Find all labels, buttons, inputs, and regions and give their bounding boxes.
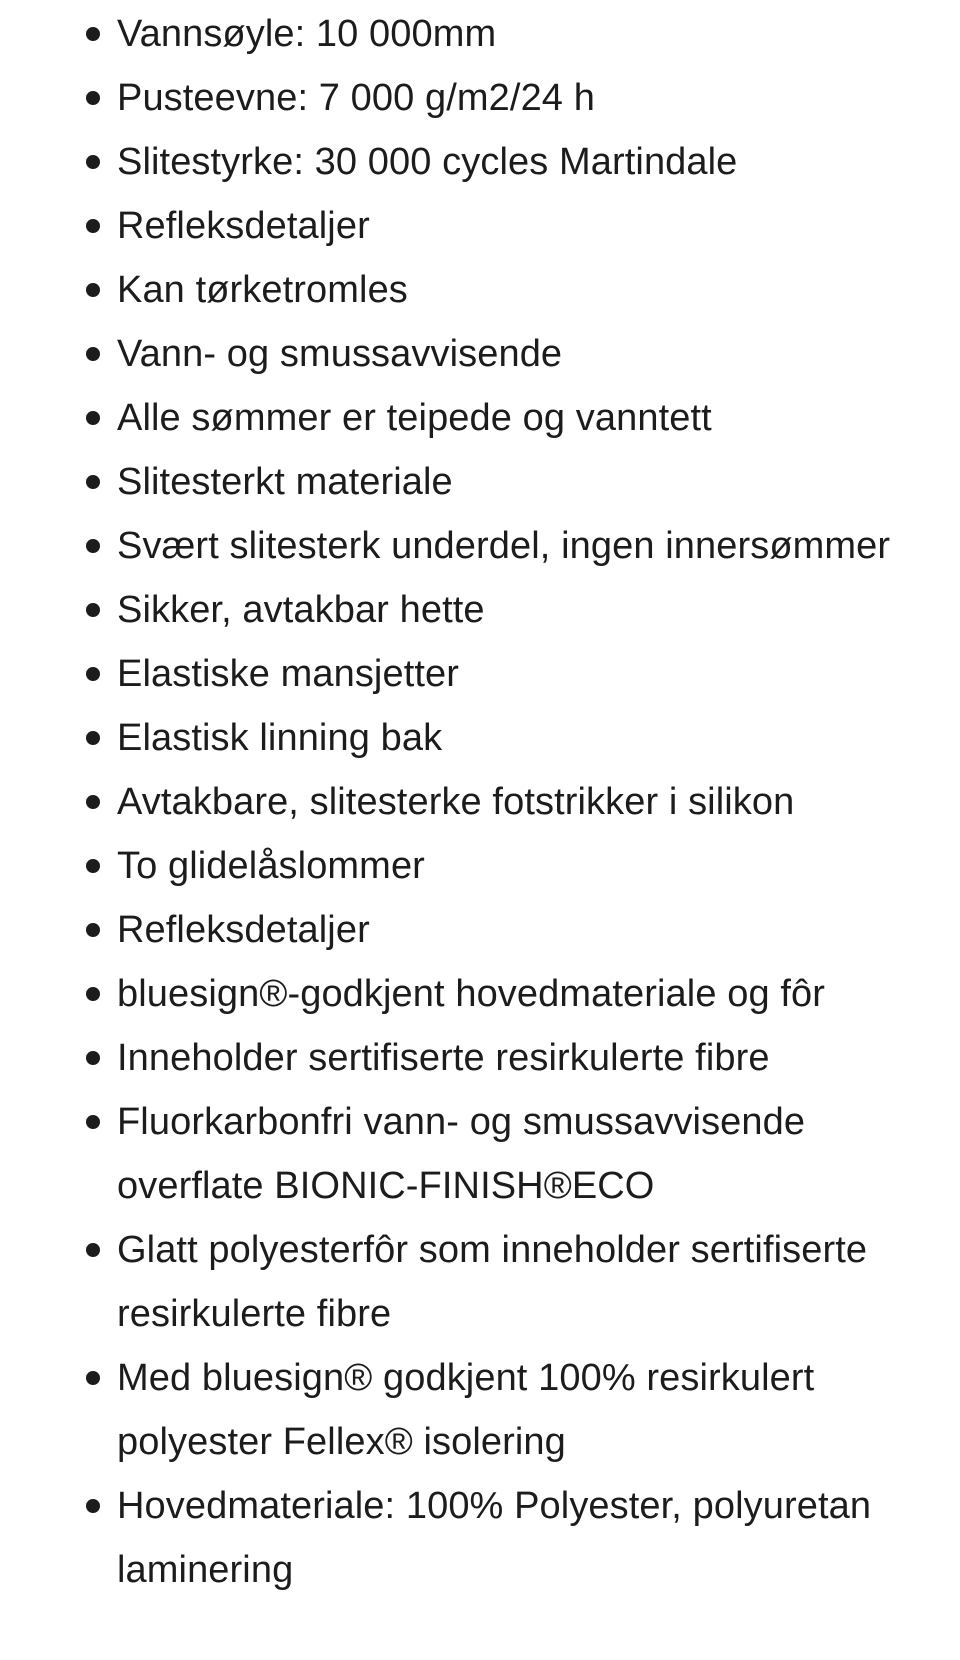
list-item: [0, 66, 960, 130]
list-item-text: Svært slitesterk underdel, ingen innersømmer: [117, 525, 891, 567]
list-item-text: Elastisk linning bak: [117, 717, 443, 759]
list-item-text: Vann- og smussavvisende: [117, 333, 563, 375]
list-item-text: Refleksdetaljer: [117, 909, 370, 951]
bullet-icon: [86, 987, 100, 1001]
list-item-text: Sikker, avtakbar hette: [117, 589, 485, 631]
list-item: [0, 1218, 960, 1346]
bullet-icon: [86, 347, 100, 361]
list-item: [0, 578, 960, 642]
list-item-text: Avtakbare, slitesterke fotstrikker i silikon: [117, 781, 795, 823]
list-item: [0, 898, 960, 962]
bullet-icon: [86, 1115, 100, 1129]
list-item-text: Alle sømmer er teipede og vanntett: [117, 397, 712, 439]
list-item: [0, 642, 960, 706]
bullet-icon: [86, 603, 100, 617]
list-item: [0, 322, 960, 386]
list-item: [0, 386, 960, 450]
bullet-icon: [86, 539, 100, 553]
bullet-icon: [86, 1051, 100, 1065]
bullet-icon: [86, 795, 100, 809]
list-item: [0, 194, 960, 258]
list-item: [0, 1090, 960, 1218]
list-item: [0, 1474, 960, 1602]
bullet-icon: [86, 859, 100, 873]
list-item: [0, 1346, 960, 1474]
list-item-text: Slitesterkt materiale: [117, 461, 453, 503]
list-item-text: Vannsøyle: 10 000mm: [117, 13, 497, 55]
feature-list: [0, 2, 960, 1602]
bullet-icon: [86, 475, 100, 489]
list-item: [0, 770, 960, 834]
bullet-icon: [86, 731, 100, 745]
bullet-icon: [86, 155, 100, 169]
list-item-text: Elastiske mansjetter: [117, 653, 460, 695]
list-item: [0, 1026, 960, 1090]
list-item: [0, 514, 960, 578]
list-item-text: Slitestyrke: 30 000 cycles Martindale: [117, 141, 738, 183]
bullet-icon: [86, 923, 100, 937]
list-item-text: Inneholder sertifiserte resirkulerte fibre: [117, 1037, 770, 1079]
list-item-text: bluesign®-godkjent hovedmateriale og fôr: [117, 973, 825, 1015]
list-item: [0, 834, 960, 898]
bullet-icon: [86, 91, 100, 105]
bullet-icon: [86, 1371, 100, 1385]
list-item-text: Hovedmateriale: 100% Polyester, polyuretan laminering: [117, 1485, 872, 1591]
list-item: [0, 962, 960, 1026]
list-item-text: Refleksdetaljer: [117, 205, 370, 247]
bullet-icon: [86, 1499, 100, 1513]
bullet-icon: [86, 667, 100, 681]
bullet-icon: [86, 1243, 100, 1257]
list-item-text: To glidelåslommer: [117, 845, 425, 887]
list-item-text: Med bluesign® godkjent 100% resirkulert polyester Fellex® isolering: [117, 1357, 815, 1463]
list-item-text: Kan tørketromles: [117, 269, 408, 311]
list-item: [0, 2, 960, 66]
bullet-icon: [86, 283, 100, 297]
bullet-icon: [86, 219, 100, 233]
list-item-text: Glatt polyesterfôr som inneholder sertifiserte resirkulerte fibre: [117, 1229, 868, 1335]
list-item: [0, 130, 960, 194]
bullet-icon: [86, 411, 100, 425]
bullet-icon: [86, 27, 100, 41]
list-item: [0, 450, 960, 514]
list-item: [0, 258, 960, 322]
list-item-text: Pusteevne: 7 000 g/m2/24 h: [117, 77, 595, 119]
list-item-text: Fluorkarbonfri vann- og smussavvisende overflate BIONIC-FINISH®ECO: [117, 1101, 806, 1207]
list-item: [0, 706, 960, 770]
